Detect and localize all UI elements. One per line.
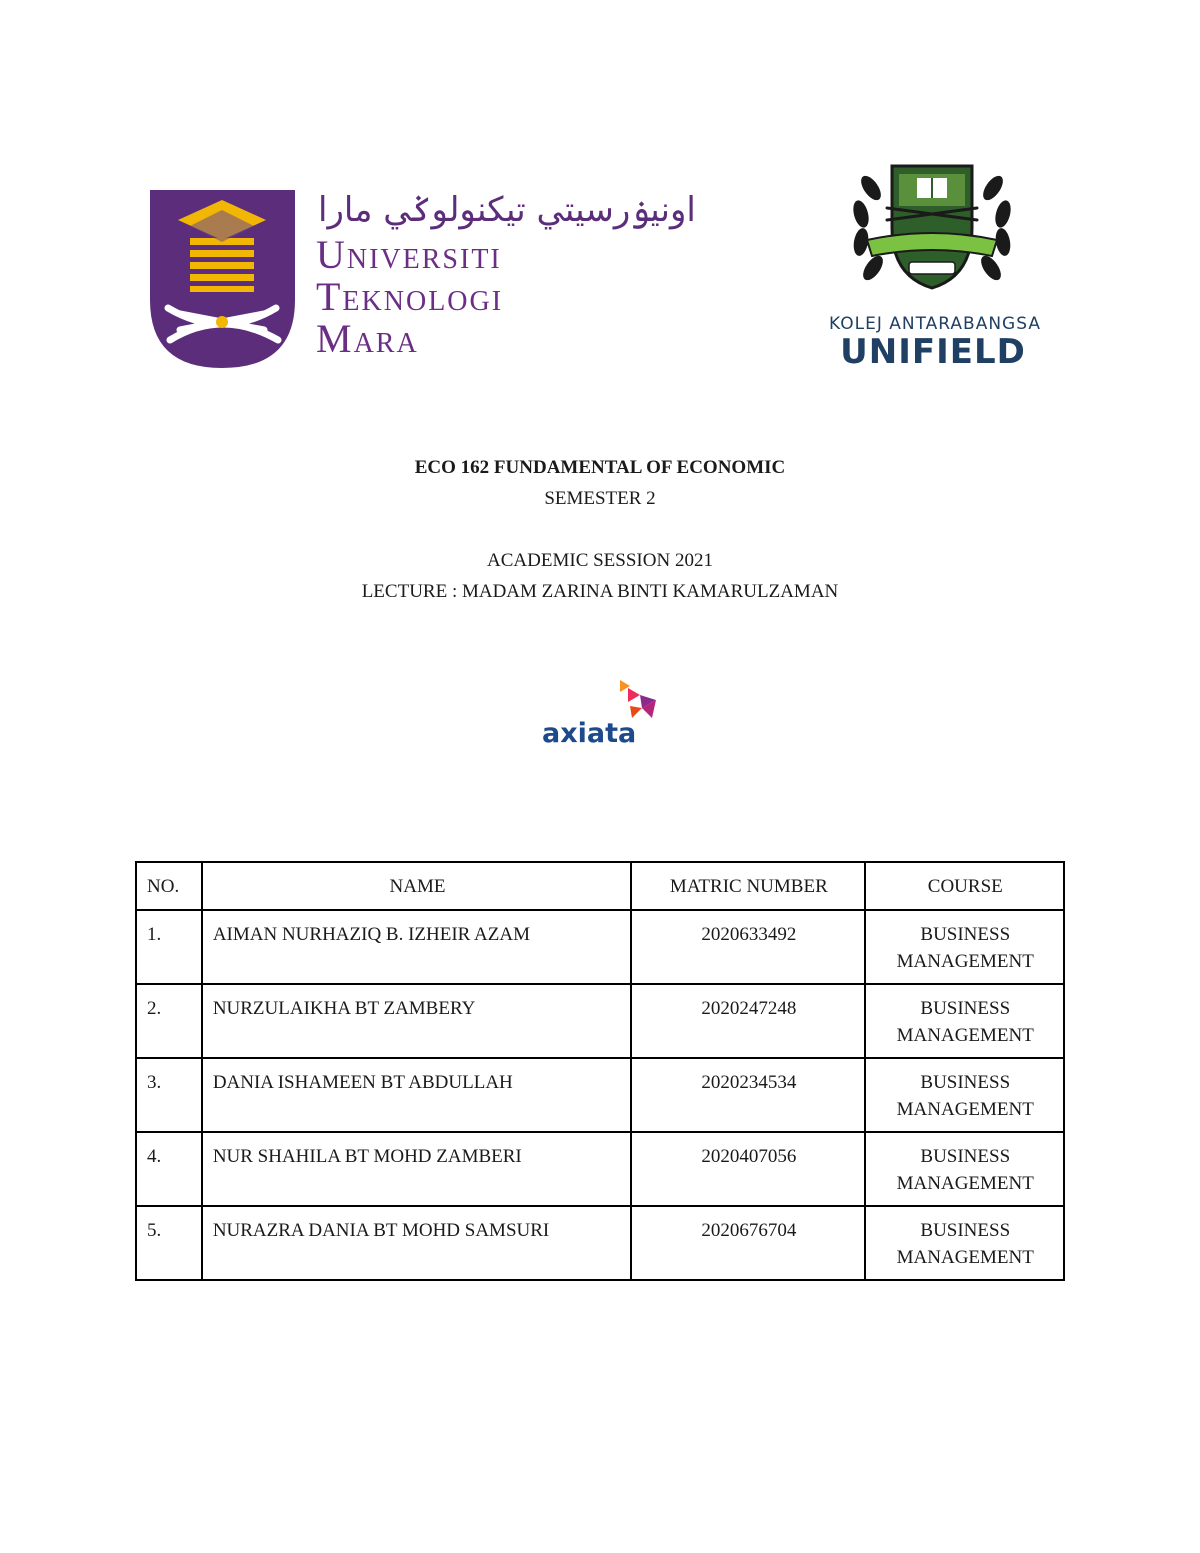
unifield-name: UNIFIELD <box>840 332 1026 372</box>
cell-name: DANIA ISHAMEEN BT ABDULLAH <box>202 1058 631 1132</box>
academic-session-label: ACADEMIC SESSION 2021 <box>487 550 713 571</box>
cell-name: NURAZRA DANIA BT MOHD SAMSURI <box>202 1206 631 1280</box>
cell-matric: 2020247248 <box>631 984 864 1058</box>
cell-course: BUSINESS MANAGEMENT <box>865 984 1064 1058</box>
unifield-crest-emblem <box>847 148 1017 308</box>
axiata-wordmark: axiata <box>542 718 637 749</box>
header-no: NO. <box>136 862 202 910</box>
cover-title-block <box>0 452 1200 607</box>
cell-course: BUSINESS MANAGEMENT <box>865 1132 1064 1206</box>
cell-no: 5. <box>136 1206 202 1280</box>
uitm-name <box>316 234 503 360</box>
group-members-table <box>135 861 1065 1281</box>
lecturer-label: LECTURE : MADAM ZARINA BINTI KAMARULZAMAN <box>361 581 839 602</box>
cell-no: 2. <box>136 984 202 1058</box>
header-matric-number: MATRIC NUMBER <box>631 862 864 910</box>
table-row <box>136 984 1064 1058</box>
cell-matric: 2020633492 <box>631 910 864 984</box>
course-title: ECO 162 FUNDAMENTAL OF ECONOMIC <box>414 457 786 478</box>
cell-no: 1. <box>136 910 202 984</box>
cell-no: 3. <box>136 1058 202 1132</box>
uitm-name-line: Teknologi <box>316 274 504 319</box>
cell-no: 4. <box>136 1132 202 1206</box>
uitm-logo <box>150 190 696 370</box>
uitm-name-line: Universiti <box>316 232 502 277</box>
cell-course: BUSINESS MANAGEMENT <box>865 1058 1064 1132</box>
cell-matric: 2020407056 <box>631 1132 864 1206</box>
table-row <box>136 1132 1064 1206</box>
cell-course: BUSINESS MANAGEMENT <box>865 1206 1064 1280</box>
unifield-logo <box>825 148 1045 378</box>
cell-name: AIMAN NURHAZIQ B. IZHEIR AZAM <box>202 910 631 984</box>
unifield-subtitle: KOLEJ ANTARABANGSA <box>829 314 1041 334</box>
table-row <box>136 910 1064 984</box>
uitm-name-line: Mara <box>316 316 419 361</box>
axiata-logo <box>540 676 665 756</box>
header-course: COURSE <box>865 862 1064 910</box>
cell-matric: 2020234534 <box>631 1058 864 1132</box>
header-name: NAME <box>202 862 631 910</box>
cell-matric: 2020676704 <box>631 1206 864 1280</box>
table-header-row <box>136 862 1064 910</box>
semester-label: SEMESTER 2 <box>544 488 656 509</box>
table-row <box>136 1058 1064 1132</box>
spacer <box>0 514 1200 545</box>
cell-course: BUSINESS MANAGEMENT <box>865 910 1064 984</box>
table-row <box>136 1206 1064 1280</box>
uitm-shield-emblem <box>150 190 295 368</box>
cell-name: NURZULAIKHA BT ZAMBERY <box>202 984 631 1058</box>
uitm-jawi-name: اونيۏرسيتي تيكنولوݢي مارا <box>318 190 696 230</box>
cell-name: NUR SHAHILA BT MOHD ZAMBERI <box>202 1132 631 1206</box>
